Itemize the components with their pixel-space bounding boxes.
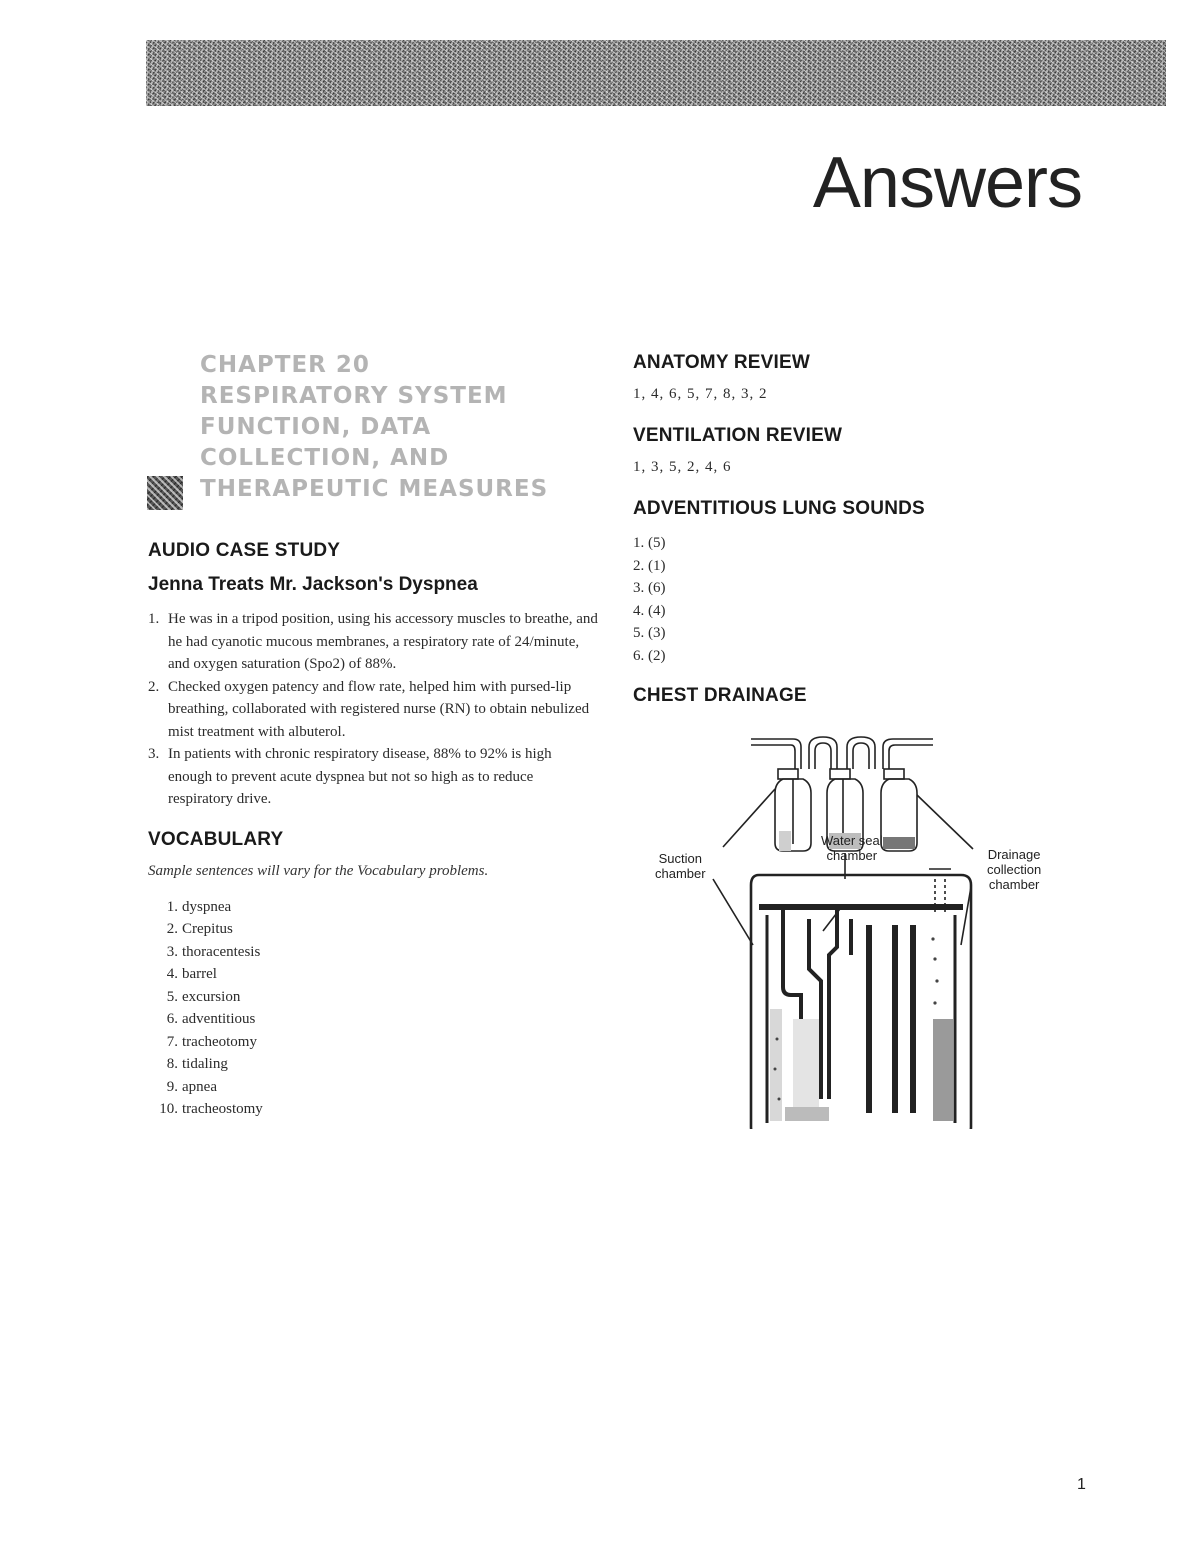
section-heading: AUDIO CASE STUDY bbox=[148, 540, 341, 561]
suction-chamber-label: Suction chamber bbox=[655, 851, 706, 881]
audio-case-study-section bbox=[148, 540, 598, 811]
list-item: 9. apnea bbox=[166, 1078, 217, 1095]
anatomy-answer-sequence: 1, 4, 6, 5, 7, 8, 3, 2 bbox=[633, 386, 768, 402]
case-study-title: Jenna Treats Mr. Jackson's Dyspnea bbox=[148, 574, 478, 595]
list-item: 5. (3) bbox=[633, 625, 666, 641]
vocabulary-instructions: Sample sentences will vary for the Vocabulary problems. bbox=[148, 862, 489, 879]
lung-sounds-answers bbox=[633, 532, 1113, 667]
chapter-title-line: THERAPEUTIC MEASURES bbox=[200, 476, 549, 502]
list-item: 6. adventitious bbox=[166, 1011, 256, 1027]
chest-drainage-diagram bbox=[633, 719, 1053, 1129]
chapter-title-line: RESPIRATORY SYSTEM bbox=[200, 383, 508, 409]
header-banner bbox=[146, 40, 1166, 106]
section-heading: VOCABULARY bbox=[148, 828, 284, 850]
list-item: 4. barrel bbox=[166, 966, 217, 982]
case-study-answers bbox=[148, 608, 598, 811]
list-item: 3. (6) bbox=[633, 580, 666, 596]
section-heading: CHEST DRAINAGE bbox=[633, 685, 807, 706]
list-item: 1. (5) bbox=[633, 535, 666, 551]
chapter-title bbox=[200, 350, 548, 505]
list-item: 10. tracheostomy bbox=[159, 1101, 263, 1117]
ventilation-review-section bbox=[633, 425, 1113, 476]
list-item: 1. He was in a tripod position, using his accessory muscles to breathe, and he had cyanotic mucous membranes, a respiratory rate of 24/minute, and oxygen saturation (Spo2) of 88%. bbox=[148, 611, 598, 672]
chapter-title-line: CHAPTER 20 bbox=[200, 352, 370, 378]
drainage-collection-chamber-label: Drainage collection chamber bbox=[987, 847, 1042, 892]
section-heading: ANATOMY REVIEW bbox=[633, 352, 810, 373]
list-item: 4. (4) bbox=[633, 602, 666, 619]
ventilation-answer-sequence: 1, 3, 5, 2, 4, 6 bbox=[633, 459, 732, 475]
chapter-title-line: COLLECTION, AND bbox=[200, 445, 450, 471]
section-heading: ADVENTITIOUS LUNG SOUNDS bbox=[633, 498, 925, 519]
section-heading: VENTILATION REVIEW bbox=[633, 425, 843, 446]
list-item: 6. (2) bbox=[633, 647, 666, 664]
chapter-title-line: FUNCTION, DATA bbox=[200, 414, 432, 440]
left-column bbox=[148, 540, 598, 1139]
list-item: 2. Checked oxygen patency and flow rate, helped him with pursed-lip breathing, collaborated with registered nurse (RN) to obtain nebulized mist treatment with albuterol. bbox=[148, 678, 590, 740]
list-item: 2. (1) bbox=[633, 557, 666, 574]
vocabulary-list bbox=[148, 896, 598, 1121]
right-column bbox=[633, 352, 1113, 1129]
chest-drainage-section bbox=[633, 685, 1113, 1129]
anatomy-review-section bbox=[633, 352, 1113, 403]
page-title: Answers bbox=[812, 143, 1082, 223]
chest-drainage-illustration bbox=[633, 719, 1053, 1129]
adventitious-lung-sounds-section bbox=[633, 498, 1113, 667]
list-item: 8. tidaling bbox=[166, 1056, 228, 1072]
list-item: 2. Crepitus bbox=[166, 921, 233, 937]
list-item: 1. dyspnea bbox=[166, 898, 232, 915]
list-item: 3. In patients with chronic respiratory disease, 88% to 92% is high enough to prevent acute dyspnea but not so high as to reduce respiratory drive. bbox=[148, 746, 552, 807]
list-item: 3. thoracentesis bbox=[166, 943, 261, 960]
water-seal-chamber-label: Water seal chamber bbox=[821, 833, 883, 863]
list-item: 5. excursion bbox=[166, 988, 241, 1005]
list-item: 7. tracheotomy bbox=[166, 1033, 257, 1050]
vocabulary-section bbox=[148, 829, 598, 1121]
chapter-marker-icon bbox=[147, 476, 183, 510]
page-number: 1 bbox=[1077, 1476, 1086, 1493]
